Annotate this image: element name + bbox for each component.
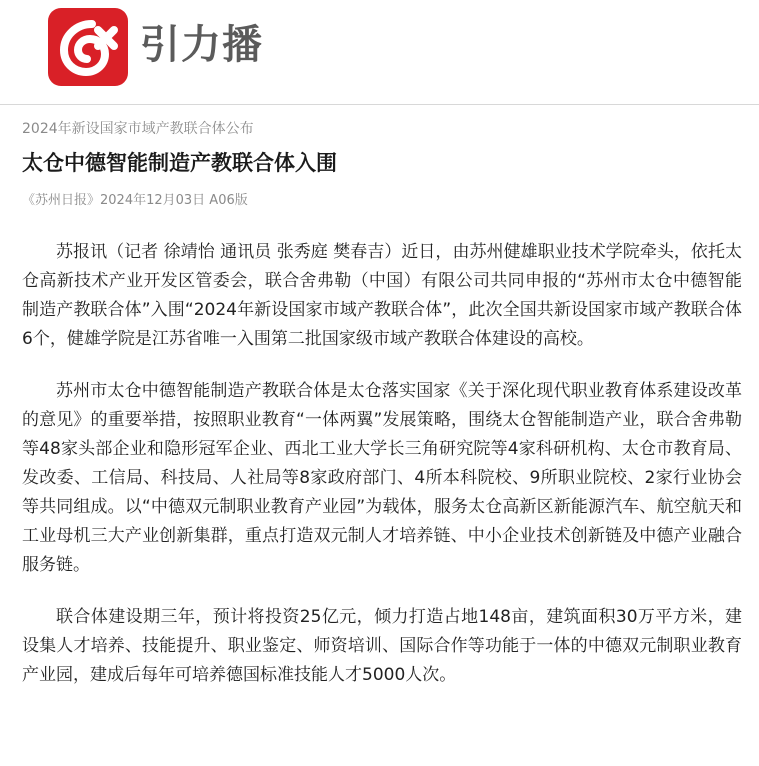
article-paragraph: 联合体建设期三年，预计将投资25亿元，倾力打造占地148亩，建筑面积30万平方米，建设集人才培养、技能提升、职业鉴定、师资培训、国际合作等功能于一体的中德双元制职业教育产业园，建成后每年可培养德国标准技能人才5000人次。 bbox=[22, 607, 742, 685]
brand-name: 引力播 bbox=[140, 22, 263, 68]
article-source: 《苏州日报》2024年12月03日 A06版 bbox=[22, 193, 248, 208]
header-divider bbox=[0, 104, 759, 105]
article-title: 太仓中德智能制造产教联合体入围 bbox=[22, 151, 337, 175]
site-header bbox=[0, 0, 759, 104]
article-category: 2024年新设国家市域产教联合体公布 bbox=[22, 121, 254, 137]
article-paragraph: 苏报讯（记者 徐靖怡 通讯员 张秀庭 樊春吉）近日，由苏州健雄职业技术学院牵头，依托太仓高新技术产业开发区管委会，联合舍弗勒（中国）有限公司共同申报的“苏州市太仓中德智能制造产教联合体”入围“2024年新设国家市域产教联合体”，此次全国共新设国家市域产教联合体6个，健雄学院是江苏省唯一入围第二批国家级市域产教联合体建设的高校。 bbox=[22, 242, 742, 349]
article-paragraph: 苏州市太仓中德智能制造产教联合体是太仓落实国家《关于深化现代职业教育体系建设改革的意见》的重要举措，按照职业教育“一体两翼”发展策略，围绕太仓智能制造产业，联合舍弗勒等48家头部企业和隐形冠军企业、西北工业大学长三角研究院等4家科研机构、太仓市教育局、发改委、工信局、科技局、人社局等8家政府部门、4所本科院校、9所职业院校、2家行业协会等共同组成。以“中德双元制职业教育产业园”为载体，服务太仓高新区新能源汽车、航空航天和工业母机三大产业创新集群，重点打造双元制人才培养链、中小企业技术创新链及中德产业融合服务链。 bbox=[22, 381, 742, 575]
article-body bbox=[22, 238, 742, 713]
yinlibo-logo-icon bbox=[48, 8, 128, 86]
